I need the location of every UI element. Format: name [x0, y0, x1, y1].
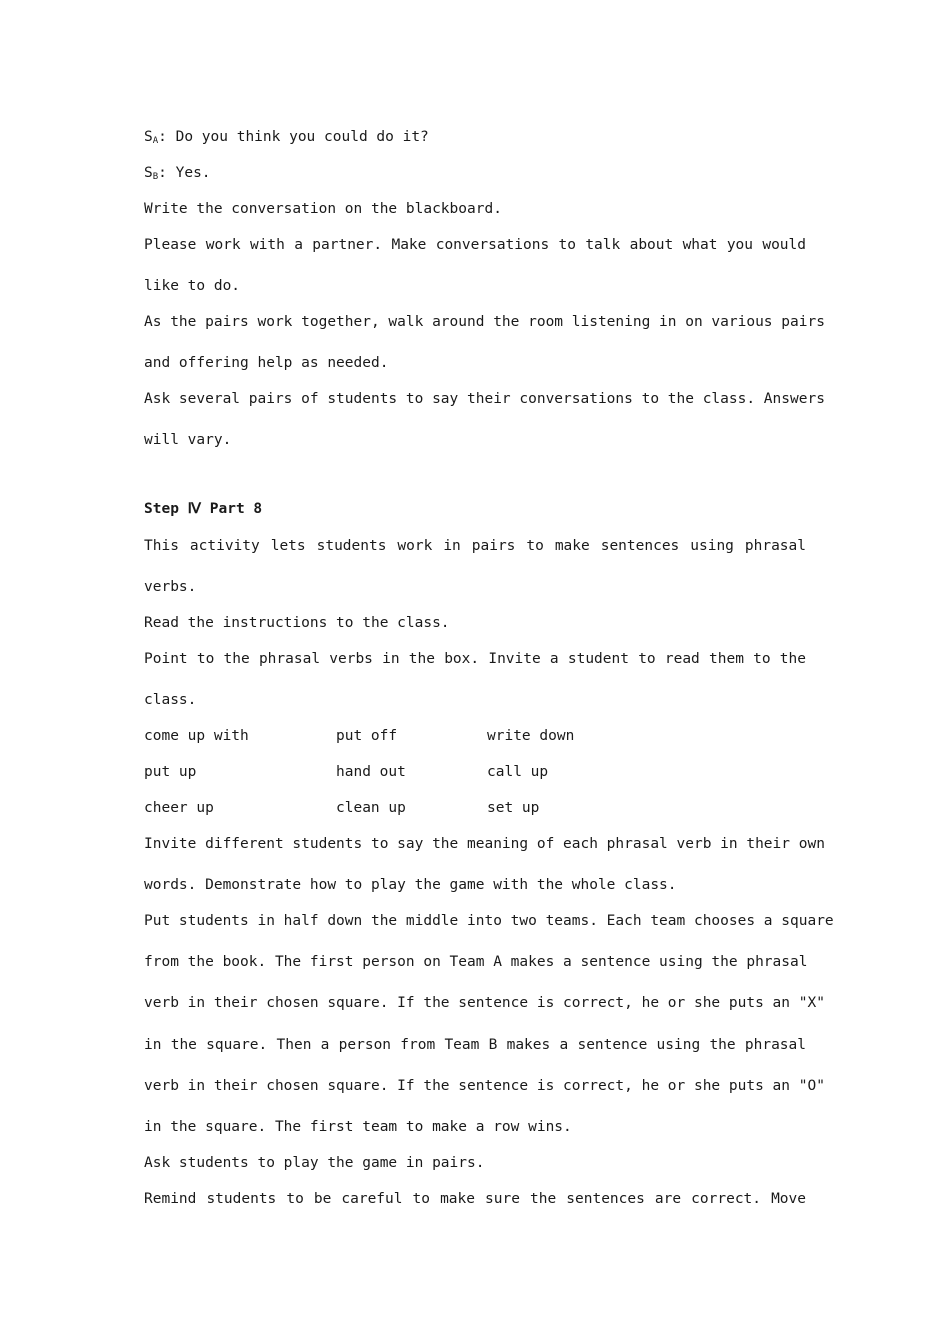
paragraph-line: Remind students to be careful to make sure the sentences are correct. Move — [144, 1191, 806, 1207]
paragraph-line: Invite different students to say the meaning of each phrasal verb in their own — [144, 836, 825, 852]
phrasal-verb: write down — [487, 728, 575, 744]
phrasal-verb: hand out — [336, 764, 406, 780]
paragraph-line: Ask several pairs of students to say their conversations to the class. Answers — [144, 391, 825, 407]
paragraph-line: Read the instructions to the class. — [144, 615, 450, 631]
paragraph-line: from the book. The first person on Team A makes a sentence using the phrasal — [144, 954, 808, 970]
phrasal-verb: cheer up — [144, 800, 214, 816]
phrasal-verb: call up — [487, 764, 549, 780]
phrasal-verb: come up with — [144, 728, 249, 744]
paragraph-line: Ask students to play the game in pairs. — [144, 1155, 485, 1171]
phrasal-verb: put up — [144, 764, 197, 780]
paragraph-line: verbs. — [144, 579, 197, 595]
paragraph-line: like to do. — [144, 278, 241, 294]
phrasal-verb: clean up — [336, 800, 406, 816]
paragraph-line: As the pairs work together, walk around the room listening in on various pairs — [144, 314, 825, 330]
speaker-subscript: B — [152, 172, 159, 182]
phrasal-verb: set up — [487, 800, 540, 816]
dialogue-line-a — [144, 127, 806, 151]
paragraph-line: class. — [144, 692, 197, 708]
paragraph-line: and offering help as needed. — [144, 355, 389, 371]
paragraph-line: will vary. — [144, 432, 232, 448]
speaker-subscript: A — [152, 136, 159, 146]
dialogue-line-b — [144, 163, 806, 187]
phrasal-verb: put off — [336, 728, 398, 744]
paragraph-line: This activity lets students work in pairs to make sentences using phrasal — [144, 538, 806, 554]
paragraph-line: verb in their chosen square. If the sentence is correct, he or she puts an "O" — [144, 1078, 825, 1094]
speaker-label: S — [144, 129, 153, 145]
paragraph-line: words. Demonstrate how to play the game with the whole class. — [144, 877, 677, 893]
dialogue-text: : Do you think you could do it? — [158, 129, 429, 145]
dialogue-text: : Yes. — [158, 165, 211, 181]
paragraph-line: verb in their chosen square. If the sentence is correct, he or she puts an "X" — [144, 995, 825, 1011]
paragraph-line: in the square. Then a person from Team B makes a sentence using the phrasal — [144, 1037, 806, 1053]
paragraph-line: Please work with a partner. Make conversations to talk about what you would — [144, 237, 806, 253]
speaker-label: S — [144, 165, 153, 181]
paragraph-line: Point to the phrasal verbs in the box. Invite a student to read them to the — [144, 651, 806, 667]
step-heading: Step Ⅳ Part 8 — [144, 501, 263, 517]
paragraph-line: in the square. The first team to make a row wins. — [144, 1119, 572, 1135]
paragraph-line: Write the conversation on the blackboard. — [144, 201, 502, 217]
paragraph-line: Put students in half down the middle into two teams. Each team chooses a square — [144, 913, 834, 929]
